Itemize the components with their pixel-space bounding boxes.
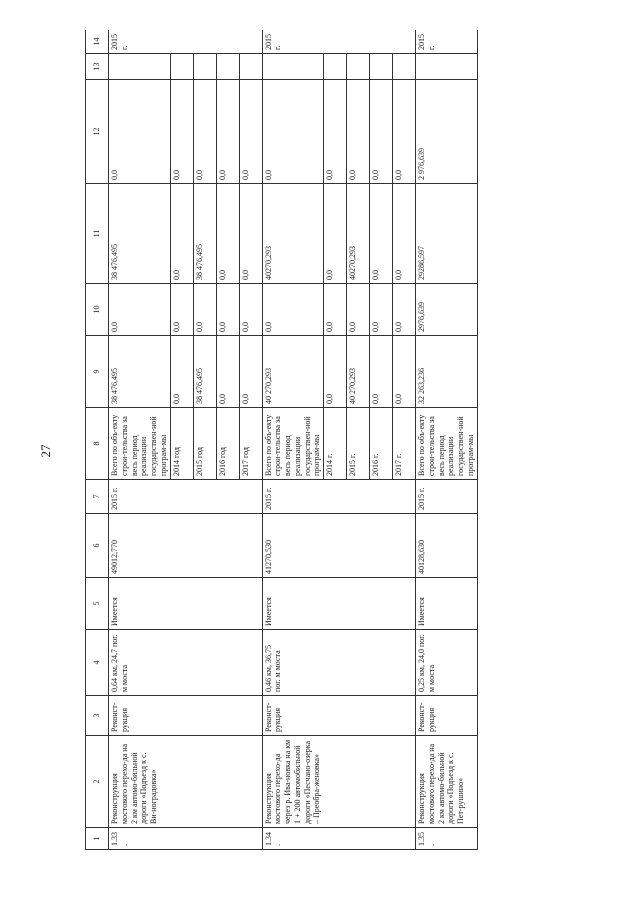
federal-budget-amount: 40270,293 <box>347 184 370 284</box>
regional-budget-amount: 0,0 <box>370 284 393 336</box>
federal-budget-amount: 0,0 <box>239 184 262 284</box>
local-budget-amount: 0,0 <box>239 80 262 184</box>
documentation-status: Имеется <box>109 578 263 630</box>
federal-budget-amount: 40270,293 <box>262 184 324 284</box>
object-parameters: 0,25 км, 24,0 пог. м моста <box>416 630 478 696</box>
federal-budget-amount: 0,0 <box>324 184 347 284</box>
object-name: Реконструкция мостового перехо-да на 2 км автомо-бильной дороги «Подъезд к с. Пет-рушино» <box>416 736 478 828</box>
local-budget-amount: 2 976,639 <box>416 80 478 184</box>
row-number: 1.33. <box>109 828 263 850</box>
completion-year: 2015 г. <box>416 30 478 54</box>
total-amount: 0,0 <box>170 336 193 408</box>
other-sources-amount <box>416 54 478 80</box>
table-viewport <box>85 30 605 850</box>
other-sources-amount <box>347 54 370 80</box>
federal-budget-amount: 38 476,495 <box>109 184 171 284</box>
local-budget-amount: 0,0 <box>216 80 239 184</box>
other-sources-amount <box>170 54 193 80</box>
other-sources-amount <box>324 54 347 80</box>
local-budget-amount: 0,0 <box>393 80 416 184</box>
other-sources-amount <box>216 54 239 80</box>
regional-budget-amount: 0,0 <box>347 284 370 336</box>
total-amount: 38 476,495 <box>193 336 216 408</box>
period-label: Всего по объ-екту строи-тельства за весь период реализации государствен-ной програм-мы <box>262 408 324 480</box>
regional-budget-amount: 0,0 <box>262 284 324 336</box>
column-number: 10 <box>86 284 109 336</box>
column-number: 14 <box>86 30 109 54</box>
estimated-cost: 49012,770 <box>109 514 263 578</box>
column-number: 9 <box>86 336 109 408</box>
total-amount: 32 263,236 <box>416 336 478 408</box>
period-label: 2017 год <box>239 408 262 480</box>
start-year: 2015 г. <box>416 480 478 514</box>
total-amount: 0,0 <box>370 336 393 408</box>
local-budget-amount: 0,0 <box>262 80 324 184</box>
other-sources-amount <box>109 54 171 80</box>
column-number: 5 <box>86 578 109 630</box>
row-number: 1.34. <box>262 828 416 850</box>
object-parameters: 0,46 км, 36,75 пог. м моста <box>262 630 416 696</box>
work-type: Реконст-рукция <box>416 696 478 736</box>
table-row <box>416 30 478 850</box>
federal-budget-amount: 0,0 <box>393 184 416 284</box>
table-row <box>109 30 171 850</box>
local-budget-amount: 0,0 <box>370 80 393 184</box>
total-amount: 0,0 <box>216 336 239 408</box>
period-label: 2015 год <box>193 408 216 480</box>
total-amount: 38 476,495 <box>109 336 171 408</box>
other-sources-amount <box>262 54 324 80</box>
estimated-cost: 41270,530 <box>262 514 416 578</box>
period-label: 2015 г. <box>347 408 370 480</box>
regional-budget-amount: 0,0 <box>216 284 239 336</box>
object-parameters: 0,64 км, 24,7 пог. м моста <box>109 630 263 696</box>
row-number: 1.35. <box>416 828 478 850</box>
regional-budget-amount: 0,0 <box>193 284 216 336</box>
column-number: 11 <box>86 184 109 284</box>
total-amount: 40 270,293 <box>347 336 370 408</box>
total-amount: 40 270,293 <box>262 336 324 408</box>
other-sources-amount <box>370 54 393 80</box>
page-number: 27 <box>38 444 53 458</box>
other-sources-amount <box>239 54 262 80</box>
period-label: 2014 год <box>170 408 193 480</box>
regional-budget-amount: 0,0 <box>239 284 262 336</box>
documentation-status: Имеется <box>416 578 478 630</box>
column-number: 1 <box>86 828 109 850</box>
period-label: Всего по объ-екту строи-тельства за весь период реализации государствен-ной програм-мы <box>109 408 171 480</box>
column-number: 8 <box>86 408 109 480</box>
column-number: 6 <box>86 514 109 578</box>
column-number: 3 <box>86 696 109 736</box>
column-number: 13 <box>86 54 109 80</box>
column-number: 7 <box>86 480 109 514</box>
other-sources-amount <box>393 54 416 80</box>
federal-budget-amount: 29286,597 <box>416 184 478 284</box>
other-sources-amount <box>193 54 216 80</box>
local-budget-amount: 0,0 <box>193 80 216 184</box>
federal-budget-amount: 0,0 <box>170 184 193 284</box>
start-year: 2015 г. <box>109 480 263 514</box>
documentation-status: Имеется <box>262 578 416 630</box>
completion-year: 2015 г. <box>262 30 416 54</box>
rotated-table-wrapper <box>85 30 605 850</box>
local-budget-amount: 0,0 <box>324 80 347 184</box>
regional-budget-amount: 0,0 <box>393 284 416 336</box>
period-label: Всего по объ-екту строи-тельства за весь период реализации государствен-ной програм-мы <box>416 408 478 480</box>
period-label: 2017 г. <box>393 408 416 480</box>
federal-budget-amount: 0,0 <box>216 184 239 284</box>
work-type: Реконст-рукция <box>262 696 416 736</box>
object-name: Реконструкция мостового перехо-да через р. Ива-новка на км 1 + 200 автомобильной дороги «Песчано-озерка – Преобра-женовка» <box>262 736 416 828</box>
period-label: 2016 г. <box>370 408 393 480</box>
local-budget-amount: 0,0 <box>109 80 171 184</box>
column-number: 12 <box>86 80 109 184</box>
regional-budget-amount: 2976,639 <box>416 284 478 336</box>
regional-budget-amount: 0,0 <box>324 284 347 336</box>
period-label: 2016 год <box>216 408 239 480</box>
completion-year: 2015 г. <box>109 30 263 54</box>
local-budget-amount: 0,0 <box>347 80 370 184</box>
start-year: 2015 г. <box>262 480 416 514</box>
local-budget-amount: 0,0 <box>170 80 193 184</box>
regional-budget-amount: 0,0 <box>109 284 171 336</box>
column-number: 4 <box>86 630 109 696</box>
object-name: Реконструкция мостового перехо-да на 2 км автомо-бильной дороги «Подъезд к с. Ви-ноградовка» <box>109 736 263 828</box>
estimated-cost: 40128,630 <box>416 514 478 578</box>
regional-budget-amount: 0,0 <box>170 284 193 336</box>
column-number: 2 <box>86 736 109 828</box>
table-row <box>262 30 324 850</box>
total-amount: 0,0 <box>324 336 347 408</box>
work-type: Реконст-рукция <box>109 696 263 736</box>
period-label: 2014 г. <box>324 408 347 480</box>
federal-budget-amount: 38 476,495 <box>193 184 216 284</box>
total-amount: 0,0 <box>239 336 262 408</box>
total-amount: 0,0 <box>393 336 416 408</box>
federal-budget-amount: 0,0 <box>370 184 393 284</box>
investment-objects-table <box>85 30 478 850</box>
header-row <box>86 30 109 850</box>
